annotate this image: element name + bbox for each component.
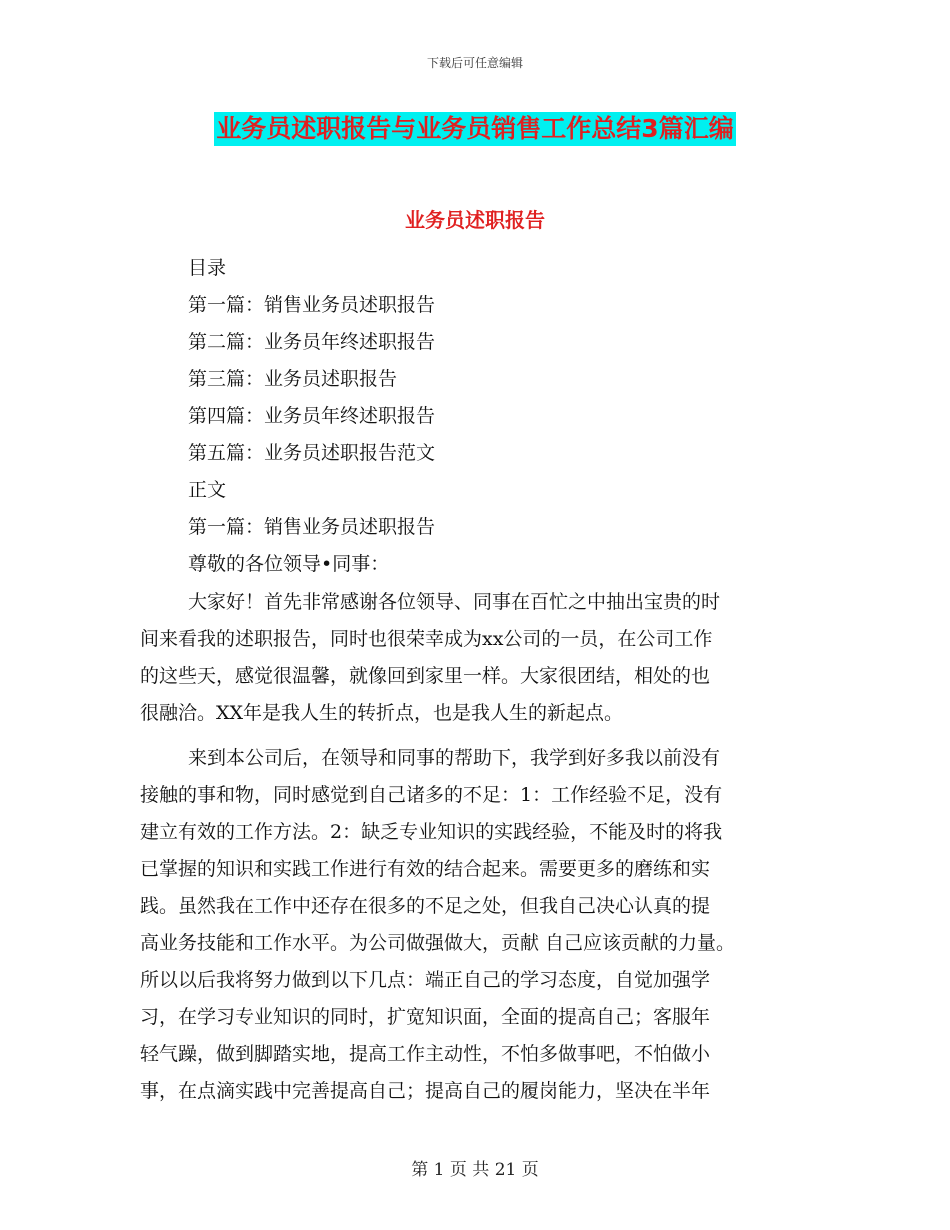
paragraph-line: 来到本公司后，在领导和同事的帮助下，我学到好多我以前没有: [188, 747, 721, 769]
toc-item: 第二篇：业务员年终述职报告: [188, 331, 436, 353]
table-of-contents: [188, 250, 435, 583]
toc-item: 第一篇：销售业务员述职报告: [188, 294, 436, 316]
paragraph: [140, 584, 820, 732]
paragraph-line: 已掌握的知识和实践工作进行有效的结合起来。需要更多的磨练和实: [140, 858, 711, 880]
paragraph-line: 大家好！首先非常感谢各位领导、同事在百忙之中抽出宝贵的时: [188, 591, 721, 613]
toc-heading: 目录: [188, 257, 227, 279]
header-note: 下载后可任意编辑: [426, 56, 523, 70]
paragraph-line: 事，在点滴实践中完善提高自己；提高自己的履岗能力，坚决在半年: [140, 1080, 711, 1102]
body-text: [140, 584, 820, 1118]
paragraph-line: 轻气躁，做到脚踏实地，提高工作主动性，不怕多做事吧，不怕做小: [140, 1043, 711, 1065]
main-title-text: 业务员述职报告与业务员销售工作总结3篇汇编: [214, 112, 735, 146]
section-title: 业务员述职报告: [405, 208, 545, 232]
toc-item: 第五篇：业务员述职报告范文: [188, 442, 436, 464]
paragraph-line: 践。虽然我在工作中还存在很多的不足之处，但我自己决心认真的提: [140, 895, 711, 917]
main-title: [0, 112, 950, 146]
paragraph-line: 习，在学习专业知识的同时，扩宽知识面，全面的提高自己；客服年: [140, 1006, 711, 1028]
paragraph: [140, 740, 820, 1110]
toc-item: 第四篇：业务员年终述职报告: [188, 405, 436, 427]
chapter-heading: 第一篇：销售业务员述职报告: [188, 516, 436, 538]
toc-item: 第三篇：业务员述职报告: [188, 368, 398, 390]
paragraph-line: 间来看我的述职报告，同时也很荣幸成为xx公司的一员，在公司工作: [140, 628, 713, 650]
body-heading: 正文: [188, 479, 227, 501]
salutation: 尊敬的各位领导•同事：: [188, 553, 390, 575]
paragraph-line: 很融洽。XX年是我人生的转折点，也是我人生的新起点。: [140, 702, 624, 724]
paragraph-line: 所以以后我将努力做到以下几点：端正自己的学习态度，自觉加强学: [140, 969, 711, 991]
paragraph-line: 接触的事和物，同时感觉到自己诸多的不足：1：工作经验不足，没有: [140, 784, 723, 806]
paragraph-line: 建立有效的工作方法。2：缺乏专业知识的实践经验，不能及时的将我: [140, 821, 723, 843]
paragraph-line: 高业务技能和工作水平。为公司做强做大，贡献 自己应该贡献的力量。: [140, 932, 736, 954]
page-footer: 第 1 页 共 21 页: [411, 1160, 539, 1180]
paragraph-line: 的这些天，感觉很温馨，就像回到家里一样。大家很团结，相处的也: [140, 665, 711, 687]
